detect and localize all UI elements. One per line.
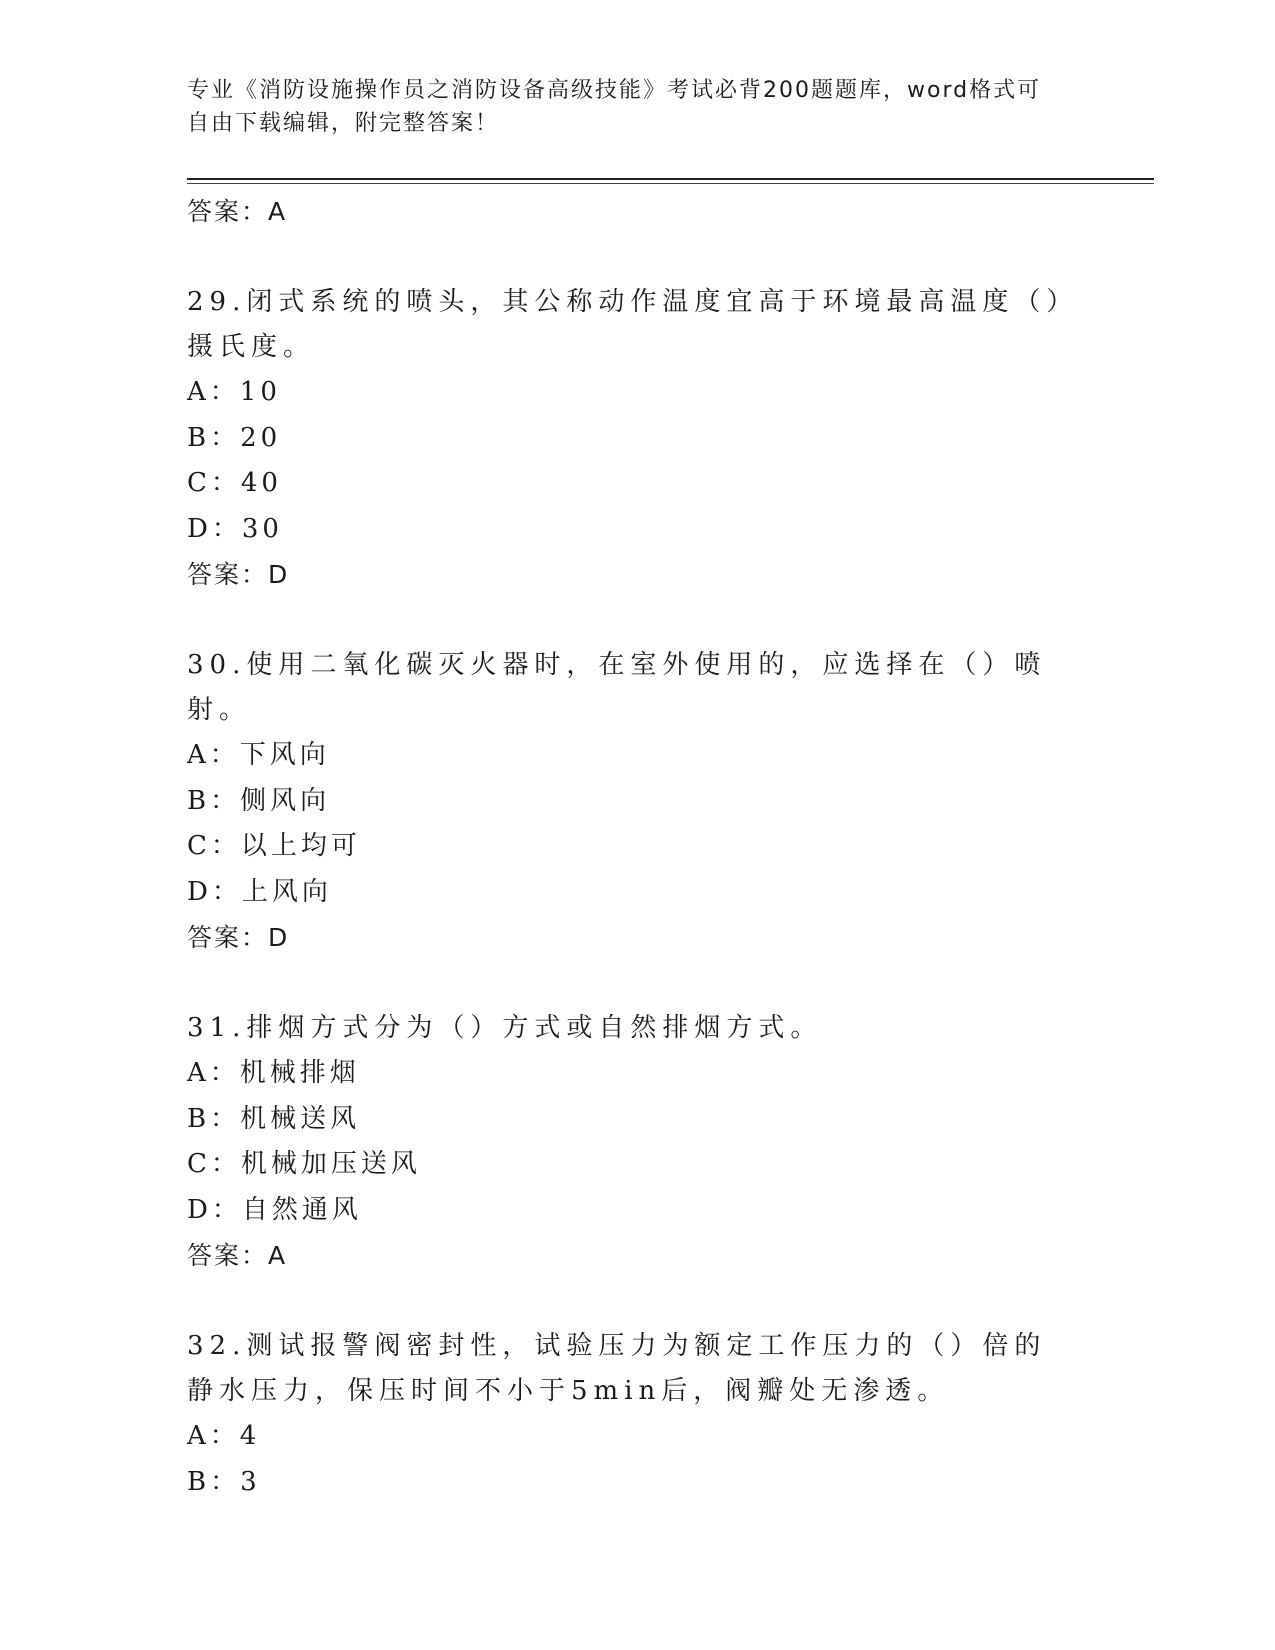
- option-d: D：自然通风: [187, 1194, 362, 1225]
- question-block: [187, 280, 1087, 597]
- question-stem: 32.测试报警阀密封性，试验压力为额定工作压力的（）倍的静水压力，保压时间不小于5min后，阀瓣处无渗透。: [187, 1331, 1047, 1406]
- option-c: C：机械加压送风: [187, 1149, 421, 1179]
- question-block: [187, 1324, 1087, 1505]
- question-block: [187, 1006, 1087, 1278]
- option-c: C：40: [187, 468, 282, 498]
- question-stem: 29.闭式系统的喷头，其公称动作温度宜高于环境最高温度（）摄氏度。: [187, 287, 1066, 362]
- option-a: A：机械排烟: [187, 1058, 360, 1088]
- header-divider-thick: [187, 178, 1154, 180]
- answer-line: 答案：D: [187, 560, 290, 589]
- option-d: D：30: [187, 513, 283, 544]
- header-line-1: 专业《消防设施操作员之消防设备高级技能》考试必背200题题库，word格式可: [187, 78, 1042, 103]
- option-a: A：10: [187, 377, 281, 407]
- answer-line: 答案：A: [187, 197, 288, 226]
- option-c: C：以上均可: [187, 831, 361, 861]
- option-a: A：下风向: [187, 740, 330, 770]
- question-stem: 31.排烟方式分为（）方式或自然排烟方式。: [187, 1013, 823, 1043]
- option-d: D：上风向: [187, 876, 332, 907]
- option-b: B：20: [187, 422, 282, 453]
- answer-line: 答案：D: [187, 923, 290, 952]
- option-b: B：机械送风: [187, 1103, 361, 1134]
- answer-line: 答案：A: [187, 1241, 288, 1270]
- option-a: A：4: [187, 1421, 261, 1451]
- header-line-2: 自由下载编辑，附完整答案！: [187, 111, 500, 136]
- document-header: [187, 74, 1087, 140]
- question-list: [187, 189, 1087, 1505]
- header-divider-thin: [187, 183, 1154, 184]
- option-b: B：侧风向: [187, 785, 331, 816]
- option-b: B：3: [187, 1466, 261, 1497]
- question-stem: 30.使用二氧化碳灭火器时，在室外使用的，应选择在（）喷射。: [187, 650, 1047, 725]
- question-block: [187, 643, 1087, 960]
